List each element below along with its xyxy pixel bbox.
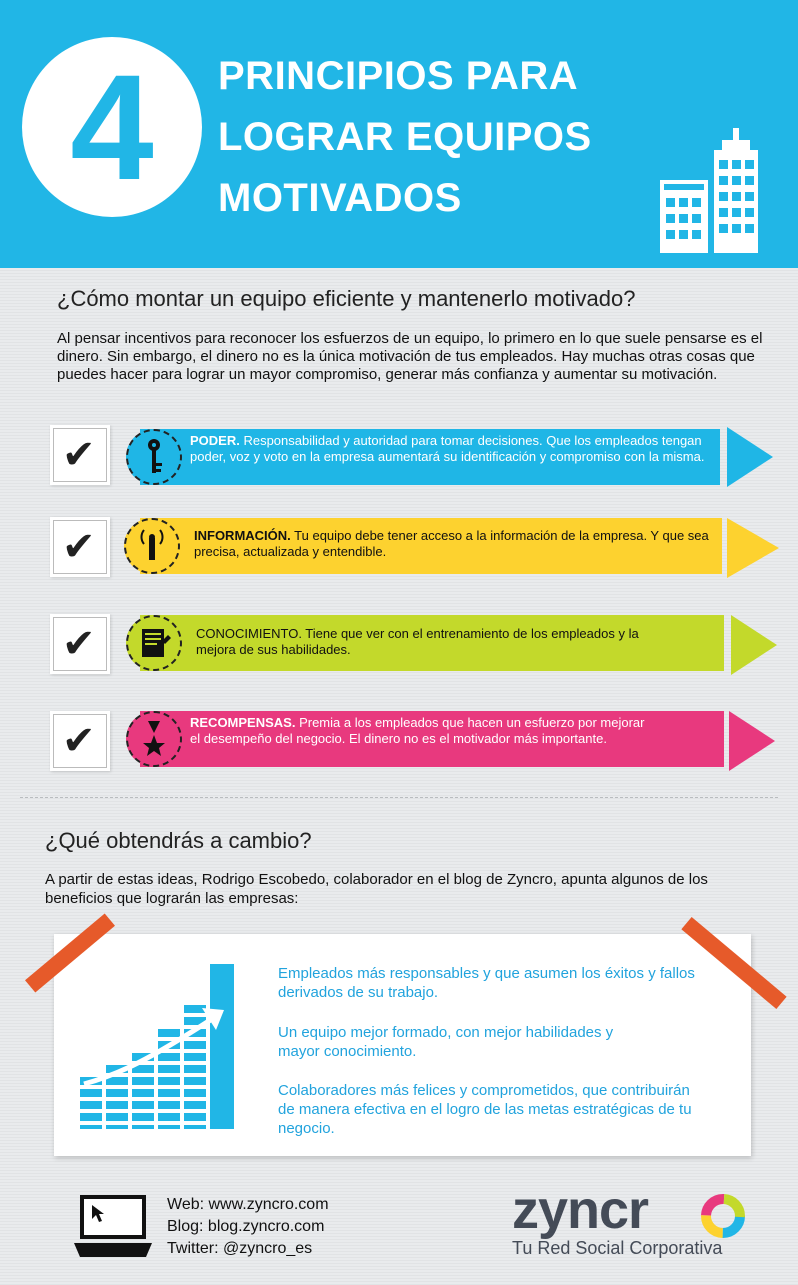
checkbox-conocimiento [53, 617, 107, 671]
principle-band-informacion [140, 518, 722, 574]
antenna-icon [124, 518, 180, 574]
principle-text-recompensas: RECOMPENSAS. Premia a los empleados que hacen un esfuerzo por mejorar el desempeño del negocio. El dinero no es el motivador más importante. [190, 715, 645, 746]
check-icon: ✔ [62, 718, 96, 764]
checkbox-poder [53, 428, 107, 482]
benefit-3: Colaboradores más felices y comprometidos, que contribuirán de manera efectiva en el logro de las metas estratégicas de tu negocio. [278, 1082, 692, 1137]
principle-text-conocimiento: CONOCIMIENTO. Tiene que ver con el entrenamiento de los empleados y la mejora de sus habilidades. [196, 626, 639, 657]
principle-band-conocimiento [140, 615, 724, 671]
buildings-icon [656, 128, 761, 253]
principle-text-poder: PODER. Responsabilidad y autoridad para tomar decisiones. Que los empleados tengan poder, voz y voto en la empresa aumentará su identificación y compromiso con la misma. [190, 433, 705, 464]
growth-chart-icon [80, 964, 250, 1129]
section-intro-2: A partir de estas ideas, Rodrigo Escobedo, colaborador en el blog de Zyncro, apunta algunos de los beneficios que lograrán las empresas: [45, 871, 708, 907]
key-icon [126, 429, 182, 485]
checkbox-recompensas [53, 714, 107, 768]
section-divider [20, 797, 778, 798]
section-heading-1: ¿Cómo montar un equipo eficiente y mantenerlo motivado? [57, 286, 636, 311]
arrow-recompensas [729, 711, 775, 771]
notebook-pen-icon [126, 615, 182, 671]
title-line-3: MOTIVADOS [218, 176, 462, 220]
header-number: 4 [70, 43, 154, 211]
principle-text-informacion: INFORMACIÓN. Tu equipo debe tener acceso a la información de la empresa. Y que sea precisa, actualizada y entendible. [194, 528, 709, 559]
arrow-conocimiento [731, 615, 777, 675]
zyncro-logo-ring-icon [700, 1193, 746, 1239]
section-intro-1: Al pensar incentivos para reconocer los esfuerzos de un equipo, lo primero en lo que suele pensarse es el dinero. Sin embargo, el dinero no es la única motivación de tus empleados. Hay muchas otras cosas que puedes hacer para lograr un mayor compromiso, generar más confianza y aumentar su motivación. [57, 330, 763, 383]
zyncro-tagline: Tu Red Social Corporativa [512, 1238, 723, 1258]
title-line-1: PRINCIPIOS PARA [218, 54, 579, 98]
footer-twitter[interactable]: Twitter: @zyncro_es [167, 1240, 313, 1257]
medal-icon [126, 711, 182, 767]
check-icon: ✔ [62, 432, 96, 478]
arrow-poder [727, 427, 773, 487]
check-icon: ✔ [62, 621, 96, 667]
principle-band-recompensas [140, 711, 724, 767]
benefits-card [54, 934, 751, 1156]
principle-band-poder [140, 429, 720, 485]
footer-web[interactable]: Web: www.zyncro.com [167, 1196, 329, 1213]
footer-blog[interactable]: Blog: blog.zyncro.com [167, 1218, 325, 1235]
section-heading-2: ¿Qué obtendrás a cambio? [45, 828, 312, 853]
benefit-1: Empleados más responsables y que asumen los éxitos y fallos derivados de su trabajo. [278, 965, 695, 1001]
check-icon: ✔ [62, 524, 96, 570]
benefit-2: Un equipo mejor formado, con mejor habilidades y mayor conocimiento. [278, 1024, 614, 1060]
arrow-informacion [727, 518, 779, 578]
laptop-icon [74, 1195, 152, 1259]
checkbox-informacion [53, 520, 107, 574]
zyncro-logo-text: zyncr [512, 1180, 649, 1240]
title-line-2: LOGRAR EQUIPOS [218, 115, 592, 159]
